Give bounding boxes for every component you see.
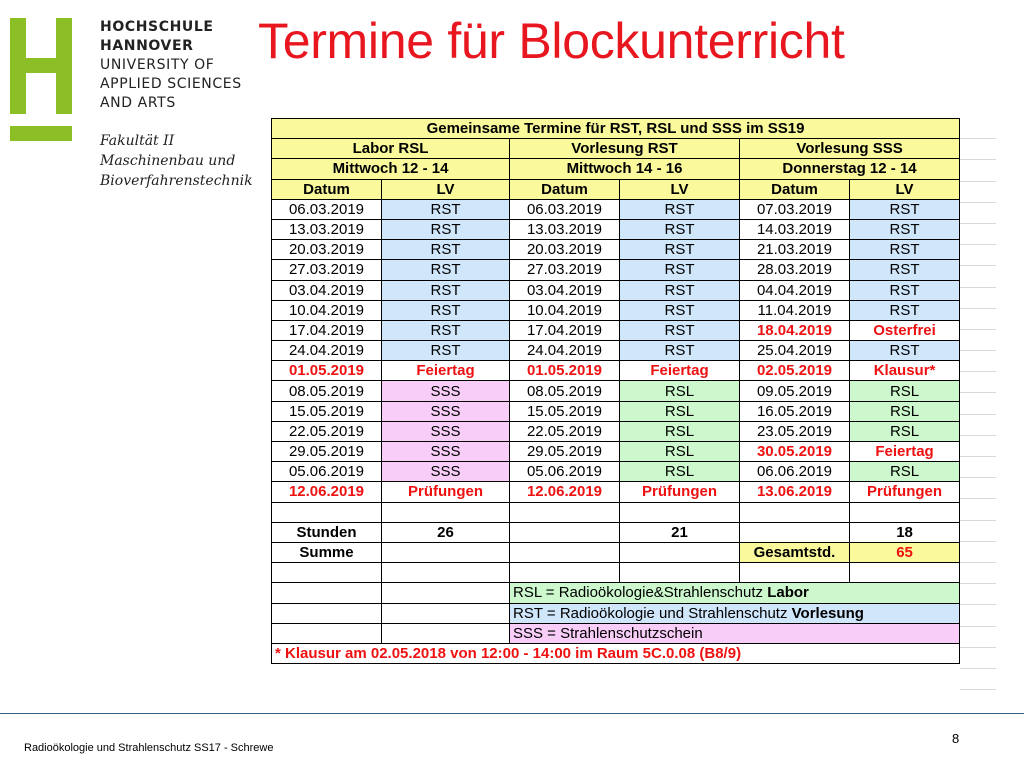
table-row [272,260,960,280]
lv-cell: RST [850,280,960,300]
table-row [272,219,960,239]
date-cell: 24.04.2019 [272,341,382,361]
page-title: Termine für Blockunterricht [258,13,845,69]
empty-row [272,563,960,583]
lv-cell: Klausur* [850,361,960,381]
date-cell: 06.06.2019 [740,462,850,482]
date-cell: 04.04.2019 [740,280,850,300]
lv-cell: RST [382,240,510,260]
date-cell: 13.03.2019 [510,219,620,239]
column-header-row [272,179,960,199]
table-row [272,421,960,441]
university-line: HANNOVER [100,38,194,54]
faculty-line: Maschinenbau und [100,153,236,169]
lv-cell: RSL [850,381,960,401]
date-cell: 13.03.2019 [272,219,382,239]
schedule-table [271,118,960,664]
column-header-datum: Datum [740,179,850,199]
date-cell: 02.05.2019 [740,361,850,381]
lv-cell: RST [382,320,510,340]
lv-cell: SSS [382,442,510,462]
date-cell: 10.04.2019 [272,300,382,320]
date-cell: 25.04.2019 [740,341,850,361]
group-name-rsl: Labor RSL [272,139,510,159]
group-name-rst: Vorlesung RST [510,139,740,159]
date-cell: 05.06.2019 [272,462,382,482]
university-line: APPLIED SCIENCES [100,76,242,92]
empty-row [272,502,960,522]
date-cell: 17.04.2019 [272,320,382,340]
lv-cell: RST [382,300,510,320]
lv-cell: Prüfungen [850,482,960,502]
lv-cell: RSL [620,442,740,462]
note-row [272,643,960,663]
lv-cell: RST [850,219,960,239]
date-cell: 08.05.2019 [510,381,620,401]
lv-cell: RST [620,341,740,361]
lv-cell: RST [620,280,740,300]
table-row [272,300,960,320]
table-row [272,240,960,260]
lv-cell: RST [850,300,960,320]
legend-row-rst [272,603,960,623]
lv-cell: RST [620,199,740,219]
gesamt-value: 65 [850,542,960,562]
group-name-sss: Vorlesung SSS [740,139,960,159]
lv-cell: RSL [850,421,960,441]
lv-cell: RST [382,341,510,361]
table-row [272,320,960,340]
lv-cell: RST [850,199,960,219]
exam-note: * Klausur am 02.05.2018 von 12:00 - 14:00 im Raum 5C.0.08 (B8/9) [272,643,960,663]
date-cell: 08.05.2019 [272,381,382,401]
lv-cell: RST [620,300,740,320]
date-cell: 22.05.2019 [510,421,620,441]
date-cell: 22.05.2019 [272,421,382,441]
page-number: 8 [952,731,960,746]
summe-row [272,542,960,562]
date-cell: 12.06.2019 [510,482,620,502]
table-caption: Gemeinsame Termine für RST, RSL und SSS im SS19 [272,119,960,139]
date-cell: 13.06.2019 [740,482,850,502]
group-time-rst: Mittwoch 14 - 16 [510,159,740,179]
university-line: UNIVERSITY OF [100,57,215,73]
date-cell: 23.05.2019 [740,421,850,441]
date-cell: 06.03.2019 [510,199,620,219]
date-cell: 21.03.2019 [740,240,850,260]
faculty-line: Fakultät II [100,133,175,149]
date-cell: 16.05.2019 [740,401,850,421]
table-row [272,401,960,421]
group-time-sss: Donnerstag 12 - 14 [740,159,960,179]
university-logo [10,18,76,144]
date-cell: 27.03.2019 [510,260,620,280]
lv-cell: RST [850,240,960,260]
date-cell: 01.05.2019 [510,361,620,381]
date-cell: 15.05.2019 [272,401,382,421]
lv-cell: Osterfrei [850,320,960,340]
lv-cell: Feiertag [620,361,740,381]
lv-cell: RST [382,199,510,219]
lv-cell: RST [620,260,740,280]
university-line: AND ARTS [100,95,176,111]
date-cell: 20.03.2019 [510,240,620,260]
date-cell: 09.05.2019 [740,381,850,401]
legend-sss: SSS = Strahlenschutzschein [510,623,960,643]
date-cell: 28.03.2019 [740,260,850,280]
column-header-datum: Datum [510,179,620,199]
table-row [272,199,960,219]
university-name [100,18,242,113]
date-cell: 17.04.2019 [510,320,620,340]
lv-cell: Prüfungen [382,482,510,502]
faculty-name [100,131,253,191]
stunden-rsl: 26 [382,522,510,542]
column-header-lv: LV [620,179,740,199]
date-cell: 29.05.2019 [510,442,620,462]
legend-rst: RST = Radioökologie und Strahlenschutz Vorlesung [510,603,960,623]
date-cell: 14.03.2019 [740,219,850,239]
date-cell: 15.05.2019 [510,401,620,421]
date-cell: 27.03.2019 [272,260,382,280]
date-cell: 20.03.2019 [272,240,382,260]
lv-cell: SSS [382,401,510,421]
lv-cell: RST [850,341,960,361]
table-row [272,482,960,502]
lv-cell: RSL [850,401,960,421]
date-cell: 03.04.2019 [510,280,620,300]
lv-cell: RSL [850,462,960,482]
legend-row-sss [272,623,960,643]
lv-cell: Prüfungen [620,482,740,502]
stunden-row [272,522,960,542]
lv-cell: RST [382,260,510,280]
lv-cell: SSS [382,421,510,441]
column-header-datum: Datum [272,179,382,199]
date-cell: 30.05.2019 [740,442,850,462]
table-row [272,462,960,482]
date-cell: 03.04.2019 [272,280,382,300]
lv-cell: SSS [382,462,510,482]
stunden-label: Stunden [272,522,382,542]
university-line: HOCHSCHULE [100,19,214,35]
group-time-row [272,159,960,179]
gesamt-label: Gesamtstd. [740,542,850,562]
date-cell: 24.04.2019 [510,341,620,361]
date-cell: 29.05.2019 [272,442,382,462]
table-caption-row [272,119,960,139]
lv-cell: RSL [620,462,740,482]
table-row [272,341,960,361]
date-cell: 12.06.2019 [272,482,382,502]
table-row [272,442,960,462]
summe-label: Summe [272,542,382,562]
spreadsheet-gridlines [960,118,996,696]
stunden-sss: 18 [850,522,960,542]
date-cell: 18.04.2019 [740,320,850,340]
date-cell: 07.03.2019 [740,199,850,219]
faculty-line: Bioverfahrenstechnik [100,173,253,189]
footer-divider [0,713,1024,714]
table-row [272,280,960,300]
lv-cell: RST [620,320,740,340]
lv-cell: RST [382,280,510,300]
column-header-lv: LV [382,179,510,199]
date-cell: 10.04.2019 [510,300,620,320]
lv-cell: Feiertag [850,442,960,462]
lv-cell: RST [620,240,740,260]
lv-cell: RST [382,219,510,239]
legend-row-rsl [272,583,960,603]
lv-cell: SSS [382,381,510,401]
group-name-row [272,139,960,159]
group-time-rsl: Mittwoch 12 - 14 [272,159,510,179]
legend-rsl: RSL = Radioökologie&Strahlenschutz Labor [510,583,960,603]
lv-cell: RST [850,260,960,280]
date-cell: 06.03.2019 [272,199,382,219]
lv-cell: Feiertag [382,361,510,381]
column-header-lv: LV [850,179,960,199]
footer-text: Radioökologie und Strahlenschutz SS17 - Schrewe [24,742,274,754]
lv-cell: RSL [620,421,740,441]
lv-cell: RSL [620,381,740,401]
table-row [272,381,960,401]
date-cell: 01.05.2019 [272,361,382,381]
date-cell: 05.06.2019 [510,462,620,482]
lv-cell: RSL [620,401,740,421]
table-row [272,361,960,381]
date-cell: 11.04.2019 [740,300,850,320]
lv-cell: RST [620,219,740,239]
stunden-rst: 21 [620,522,740,542]
